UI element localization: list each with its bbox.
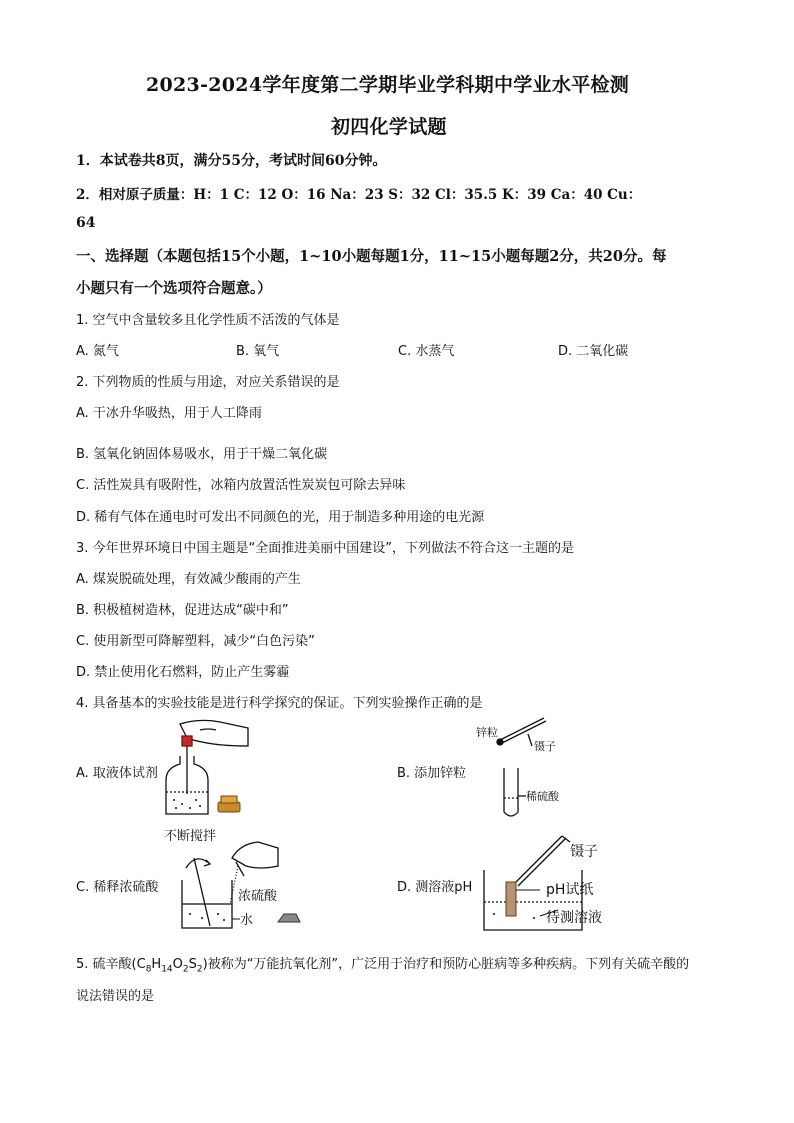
question-3-option-d: D. 禁止使用化石燃料，防止产生雾霾	[76, 665, 290, 680]
figure-b-zinc-label: 锌粒	[476, 726, 498, 739]
formula-subscript-s: 2	[196, 964, 203, 975]
question-1-option-c: C. 水蒸气	[398, 344, 455, 359]
question-1-option-a: A. 氮气	[76, 344, 119, 359]
question-1-stem: 1. 空气中含量较多且化学性质不活泼的气体是	[76, 313, 340, 328]
section-heading-line1: 一、选择题（本题包括15个小题，1~10小题每题1分，11~15小题每题2分，共20分。每	[76, 248, 667, 265]
note-1: 1．本试卷共8页，满分55分，考试时间60分钟。	[76, 153, 387, 169]
exam-subtitle: 初四化学试题	[331, 116, 447, 138]
formula-subscript-h: 14	[161, 964, 173, 975]
question-2-stem: 2. 下列物质的性质与用途，对应关系错误的是	[76, 375, 340, 390]
question-4-option-b: B. 添加锌粒	[397, 766, 467, 781]
question-3-option-a: A. 煤炭脱硫处理，有效减少酸雨的产生	[76, 572, 301, 587]
question-1-option-d: D. 二氧化碳	[558, 344, 629, 359]
exam-title: 2023-2024学年度第二学期毕业学科期中学业水平检测	[146, 74, 630, 96]
figure-c-water-label: 水	[240, 913, 254, 928]
question-1-option-b: B. 氧气	[236, 344, 280, 359]
question-4-option-a: A. 取液体试剂	[76, 766, 158, 781]
question-4-option-d: D. 测溶液pH	[397, 880, 473, 895]
question-5-stem	[76, 953, 689, 975]
figure-d-paper-label: pH试纸	[546, 882, 594, 898]
figure-c-dilute-acid	[160, 822, 310, 937]
formula-s: S	[188, 957, 197, 972]
formula-o: O	[172, 957, 183, 972]
question-2-option-d: D. 稀有气体在通电时可发出不同颜色的光，用于制造多种用途的电光源	[76, 510, 485, 525]
question-4-option-c: C. 稀释浓硫酸	[76, 880, 159, 895]
figure-a-take-liquid	[160, 716, 250, 820]
section-heading-line2: 小题只有一个选项符合题意。）	[76, 280, 272, 297]
question-5-stem-pre: 5. 硫辛酸(C	[76, 957, 146, 972]
figure-c-stir-label: 不断搅拌	[164, 829, 217, 844]
figure-d-solution-label: 待测溶液	[546, 910, 602, 926]
question-3-option-c: C. 使用新型可降解塑料，减少“白色污染”	[76, 634, 315, 649]
question-3-option-b: B. 积极植树造林，促进达成“碳中和”	[76, 603, 289, 618]
note-2-line2: 64	[76, 215, 96, 231]
figure-c-acid-label: 浓硫酸	[238, 889, 278, 904]
question-2-option-a: A. 干冰升华吸热，用于人工降雨	[76, 406, 262, 421]
question-3-stem: 3. 今年世界环境日中国主题是“全面推进美丽中国建设”，下列做法不符合这一主题的是	[76, 541, 575, 556]
question-2-option-b: B. 氢氧化钠固体易吸水，用于干燥二氧化碳	[76, 447, 328, 462]
figure-d-measure-ph	[478, 830, 658, 940]
figure-b-add-zinc	[468, 716, 588, 826]
figure-b-tweezers-label: 镊子	[534, 740, 556, 753]
formula-subscript-c: 8	[145, 964, 152, 975]
note-2-line1: 2．相对原子质量：H：1 C：12 O：16 Na：23 S：32 Cl：35.5 K：39 Ca：40 Cu：	[76, 187, 642, 203]
figure-d-tweezers-label: 镊子	[570, 844, 598, 860]
formula-h: H	[151, 957, 162, 972]
question-5-stem-post: )被称为“万能抗氧化剂”，广泛用于治疗和预防心脏病等多种疾病。下列有关硫辛酸的	[202, 957, 690, 972]
question-5-stem-line2: 说法错误的是	[76, 989, 155, 1004]
formula-subscript-o: 2	[182, 964, 189, 975]
question-2-option-c: C. 活性炭具有吸附性，冰箱内放置活性炭炭包可除去异味	[76, 478, 406, 493]
figure-b-acid-label: 稀硫酸	[526, 790, 559, 803]
question-4-stem: 4. 具备基本的实验技能是进行科学探究的保证。下列实验操作正确的是	[76, 696, 483, 711]
